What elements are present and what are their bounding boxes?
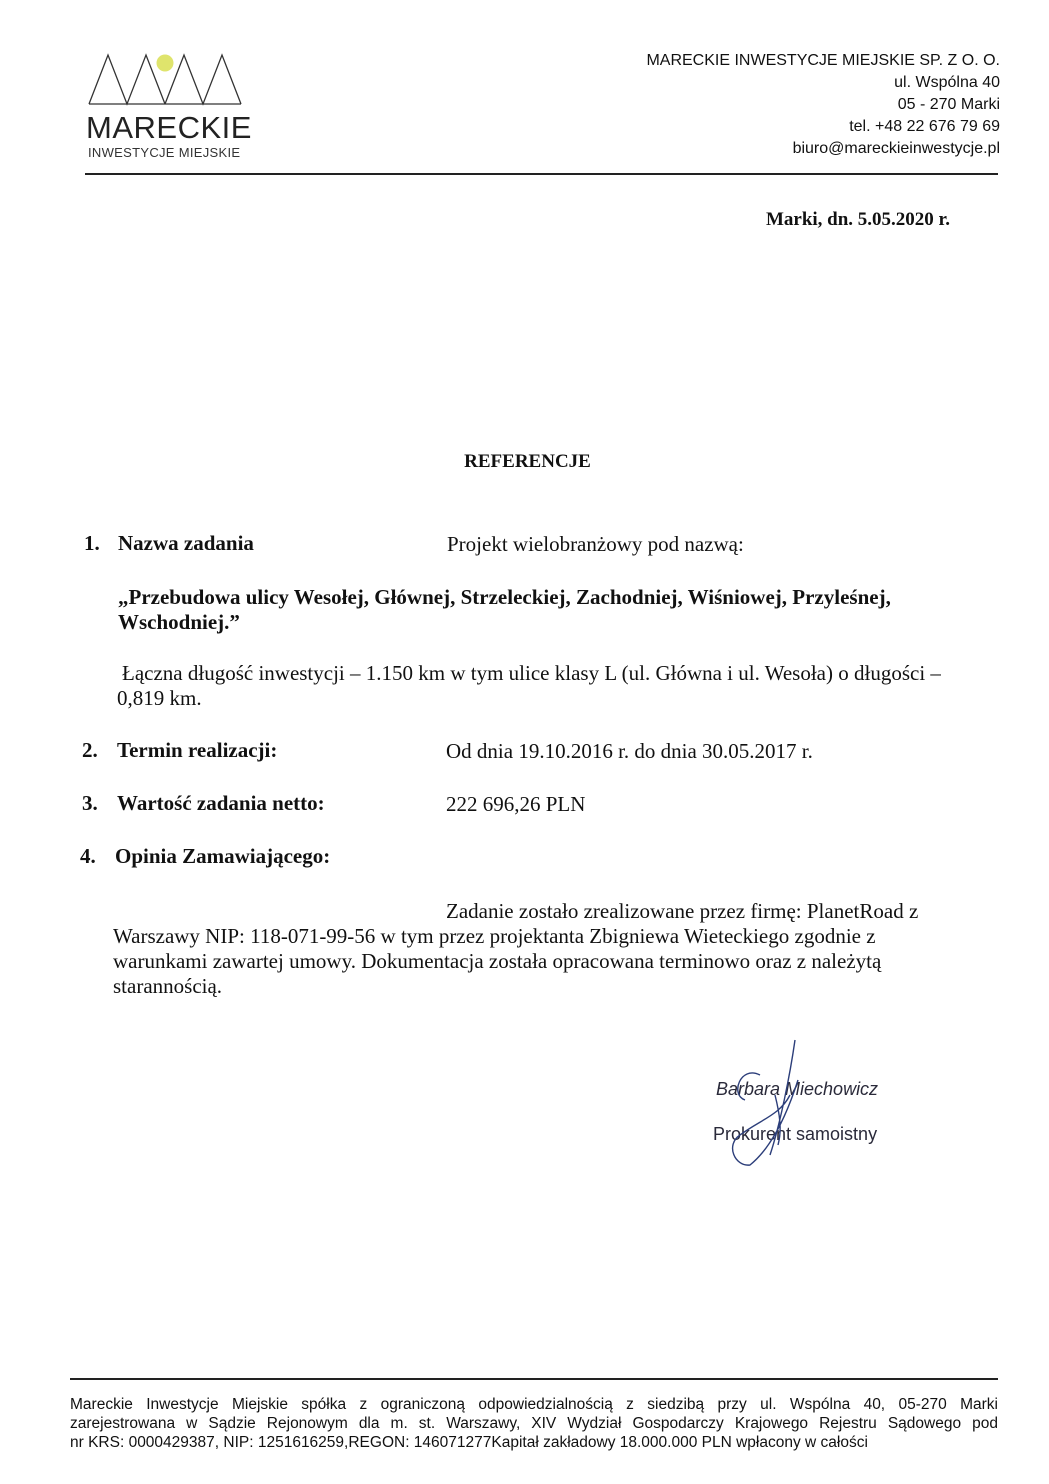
company-phone: tel. +48 22 676 79 69 [849,118,1000,135]
footer-line: Mareckie Inwestycje Miejskie spółka z ograniczoną odpowiedzialnością z siedzibą przy ul. Wspólna 40, 05-270 Marki [70,1396,998,1413]
investment-length-cont: 0,819 km. [117,686,202,710]
item-label: Wartość zadania netto: [117,791,325,815]
investment-length: Łączna długość inwestycji – 1.150 km w tym ulice klasy L (ul. Główna i ul. Wesoła) o długości – [122,661,941,685]
opinion-line: Warszawy NIP: 118-071-99-56 w tym przez projektanta Zbigniewa Wieteckiego zgodnie z [113,924,876,948]
letter-date: Marki, dn. 5.05.2020 r. [765,209,950,230]
item-value: Projekt wielobranżowy pod nazwą: [447,532,744,556]
logo-subtitle: INWESTYCJE MIEJSKIE [88,145,241,160]
opinion-line: Zadanie zostało zrealizowane przez firmę: PlanetRoad z [446,899,919,923]
footer-line: zarejestrowana w Sądzie Rejonowym dla m. st. Warszawy, XIV Wydział Gospodarczy Krajowego Rejestru Sądowego pod [70,1415,998,1432]
item-number: 3. [82,791,98,815]
project-name: „Przebudowa ulicy Wesołej, Głównej, Strzeleckiej, Zachodniej, Wiśniowej, Przyleśnej, [118,585,891,609]
signatory-name: Barbara Miechowicz [716,1079,879,1099]
item-number: 2. [82,738,98,762]
item-label: Nazwa zadania [118,531,254,555]
header-divider [85,173,998,175]
company-email: biuro@mareckieinwestycje.pl [792,140,1000,157]
company-city: 05 - 270 Marki [897,96,1000,113]
handwritten-signature-icon [720,1035,820,1170]
item-value: 222 696,26 PLN [446,792,586,816]
signatory-role: Prokurent samoistny [713,1124,878,1144]
logo-name: MARECKIE [86,110,252,145]
item-label: Opinia Zamawiającego: [115,844,331,868]
project-name-cont: Wschodniej.” [118,610,240,634]
item-value: Od dnia 19.10.2016 r. do dnia 30.05.2017 r. [446,739,813,763]
item-number: 4. [80,844,96,868]
opinion-line: warunkami zawartej umowy. Dokumentacja została opracowana terminowo oraz z należytą [113,949,882,973]
logo-mountains-icon [86,50,244,108]
item-label: Termin realizacji: [117,738,278,762]
item-number: 1. [84,531,100,555]
company-name: MARECKIE INWESTYCJE MIEJSKIE SP. Z O. O. [646,52,1000,69]
letter-title: REFERENCJE [464,451,591,472]
footer-divider [70,1378,998,1380]
company-street: ul. Wspólna 40 [894,74,1000,91]
opinion-line: starannością. [113,974,223,998]
footer-line: nr KRS: 0000429387, NIP: 1251616259,REGON: 146071277Kapitał zakładowy 18.000.000 PLN wpłacony w całości [70,1434,868,1451]
